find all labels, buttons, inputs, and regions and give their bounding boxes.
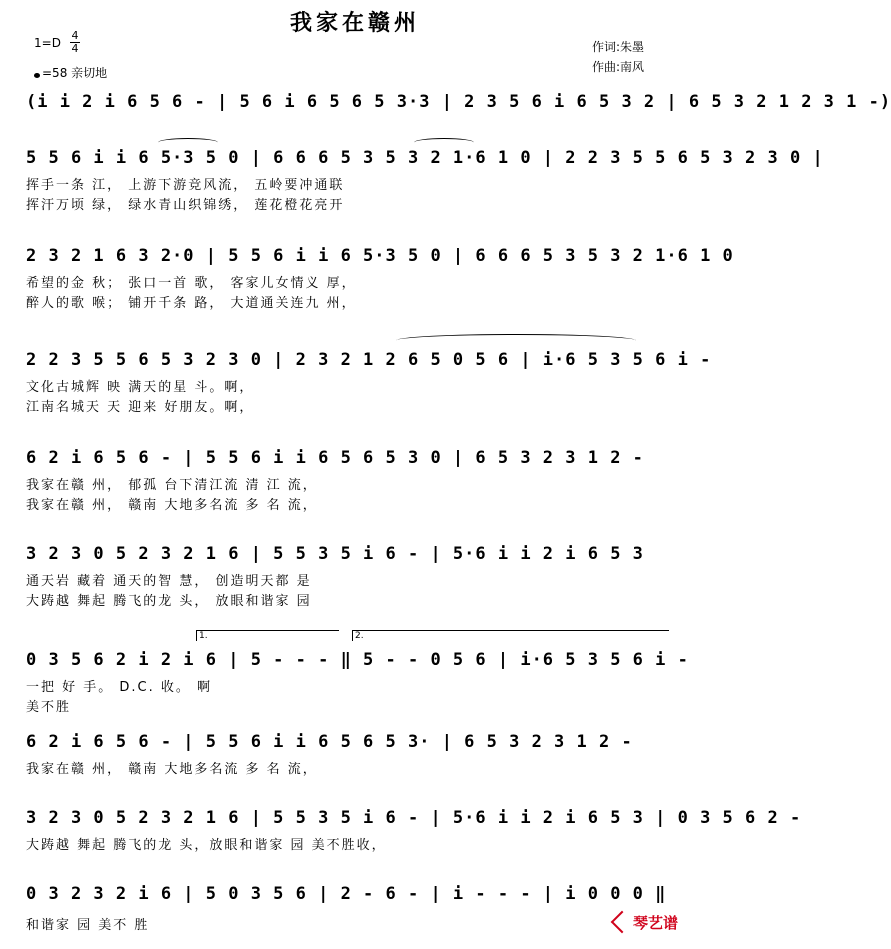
staff-row bbox=[26, 148, 824, 218]
row-notes: 2 3 2 1 6 3 2·0 | 5 5 6 i i 6 5·3 5 0 | 6 6 6 5 3 5 3 2 1·6 1 0 bbox=[26, 246, 734, 266]
slur bbox=[414, 138, 474, 147]
watermark-text: 琴艺谱 bbox=[633, 914, 679, 932]
time-signature-bottom: 4 bbox=[71, 42, 79, 55]
tempo-text: =58 亲切地 bbox=[42, 66, 108, 80]
watermark-logo bbox=[614, 912, 678, 933]
first-ending: 1. bbox=[196, 630, 339, 641]
lyric-verse-1: 文化古城辉 映 满天的星 斗。啊， bbox=[26, 380, 255, 395]
song-title: 我家在赣州 bbox=[289, 11, 420, 36]
lyric-verse-1: 我家在赣 州， 赣南 大地多名流 多 名 流， bbox=[26, 762, 318, 777]
lyric-verse-2: 醉人的歌 喉； 铺开千条 路， 大道通关连九 州， bbox=[26, 296, 357, 311]
lyric-verse-2: 江南名城天 天 迎来 好朋友。啊， bbox=[26, 400, 255, 415]
lyric-verse-2: 挥汗万顷 绿， 绿水青山织锦绣， 莲花橙花亮开 bbox=[26, 198, 345, 213]
row-notes: 2 2 3 5 5 6 5 3 2 3 0 | 2 3 2 1 2 6 5 0 5 6 | i·6 5 3 5 6 i - bbox=[26, 350, 712, 370]
time-signature-top: 4 bbox=[71, 29, 79, 42]
lyric-verse-1: 和谐家 园 美不 胜 bbox=[26, 918, 150, 933]
second-ending: 2. bbox=[352, 630, 669, 641]
row-notes: 3 2 3 0 5 2 3 2 1 6 | 5 5 3 5 i 6 - | 5·6 i i 2 i 6 5 3 bbox=[26, 544, 644, 564]
lyric-verse-1: 希望的金 秋； 张口一首 歌， 客家儿女情义 厚， bbox=[26, 276, 357, 291]
staff-row bbox=[26, 732, 686, 782]
staff-row bbox=[26, 448, 686, 518]
staff-row bbox=[26, 884, 686, 934]
row-notes: 5 5 6 i i 6 5·3 5 0 | 6 6 6 5 3 5 3 2 1·6 1 0 | 2 2 3 5 5 6 5 3 2 3 0 | bbox=[26, 148, 824, 168]
lyric-verse-2: 我家在赣 州， 赣南 大地多名流 多 名 流， bbox=[26, 498, 318, 513]
row-notes: 3 2 3 0 5 2 3 2 1 6 | 5 5 3 5 i 6 - | 5·6 i i 2 i 6 5 3 | 0 3 5 6 2 - bbox=[26, 808, 802, 828]
quarter-note-icon bbox=[34, 73, 40, 78]
staff-row bbox=[26, 808, 802, 858]
staff-row bbox=[26, 350, 712, 420]
logo-icon bbox=[611, 911, 634, 934]
tempo-marking bbox=[34, 64, 107, 81]
lyric-verse-1: 通天岩 藏着 通天的智 慧， 创造明天都 是 bbox=[26, 574, 312, 589]
slur bbox=[158, 138, 218, 147]
row-notes: 6 2 i 6 5 6 - | 5 5 6 i i 6 5 6 5 3 0 | 6 5 3 2 3 1 2 - bbox=[26, 448, 644, 468]
row-notes: 0 3 5 6 2 i 2 i 6 | 5 - - - ‖ 5 - - 0 5 6 | i·6 5 3 5 6 i - bbox=[26, 650, 689, 670]
staff-row bbox=[26, 246, 734, 316]
row-notes: 6 2 i 6 5 6 - | 5 5 6 i i 6 5 6 5 3· | 6 5 3 2 3 1 2 - bbox=[26, 732, 633, 752]
staff-row bbox=[26, 650, 689, 720]
lyric-verse-1: 一把 好 手。 D.C. 收。 啊 bbox=[26, 680, 213, 695]
lyric-verse-2: 美不胜 bbox=[26, 700, 72, 715]
row-notes: 0 3 2 3 2 i 6 | 5 0 3 5 6 | 2 - 6 - | i - - - | i 0 0 0 ‖ bbox=[26, 884, 667, 904]
lyric-verse-2: 大踌越 舞起 腾飞的龙 头， 放眼和谐家 园 bbox=[26, 594, 312, 609]
staff-row-intro bbox=[26, 92, 891, 132]
lyric-verse-1: 我家在赣 州， 郁孤 台下清江流 清 江 流， bbox=[26, 478, 318, 493]
slur bbox=[396, 334, 636, 347]
time-signature bbox=[70, 30, 80, 55]
lyric-verse-1: 挥手一条 江， 上游下游竞风流， 五岭要冲通联 bbox=[26, 178, 345, 193]
staff-row bbox=[26, 544, 686, 614]
lyric-verse-1: 大踌越 舞起 腾飞的龙 头，放眼和谐家 园 美不胜收， bbox=[26, 838, 387, 853]
key-signature: 1=D bbox=[34, 36, 61, 50]
row-notes: (i i 2 i 6 5 6 - | 5 6 i 6 5 6 5 3·3 | 2 3 5 6 i 6 5 3 2 | 6 5 3 2 1 2 3 1 -) bbox=[26, 92, 891, 112]
lyricist-credit: 作词:朱墨 bbox=[592, 40, 645, 54]
composer-credit: 作曲:南风 bbox=[592, 60, 645, 74]
